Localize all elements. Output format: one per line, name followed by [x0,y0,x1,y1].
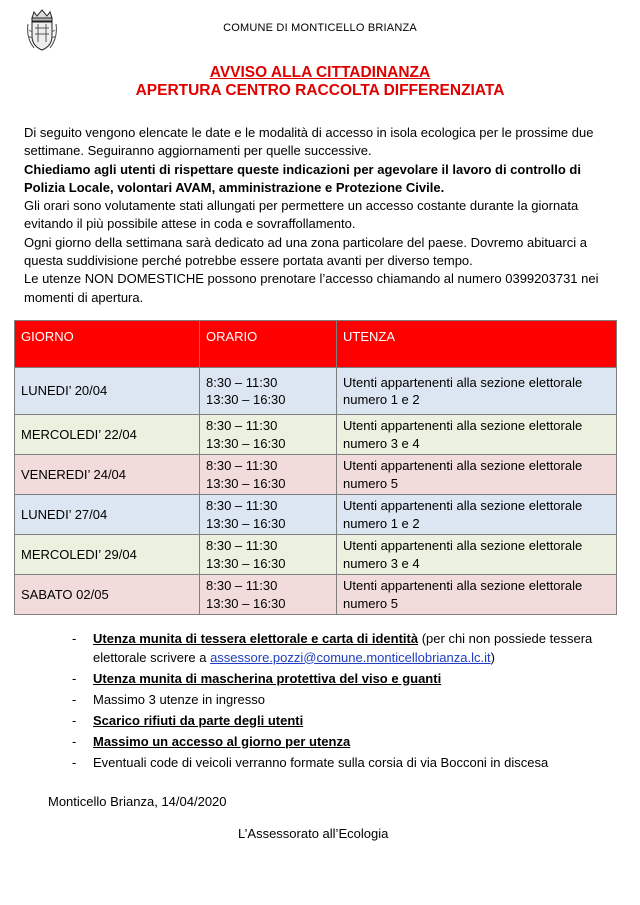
table-row [15,535,617,575]
user-section: numero 5 [343,595,398,611]
list-dash: - [72,691,77,707]
user-section: numero 1 e 2 [343,515,420,531]
column-header-user: UTENZA [337,321,617,368]
time-cell [200,368,337,415]
user-section: numero 3 e 4 [343,555,420,571]
rule-item [66,670,596,689]
column-header-time: ORARIO [200,321,337,368]
intro-paragraph: Di seguito vengono elencate le date e le modalità di accesso in isola ecologica per le prossime due settimane. Seguiranno aggiornamenti per quelle successive. [24,125,594,159]
afternoon-hours: 13:30 – 16:30 [206,555,286,571]
municipality-name: COMUNE DI MONTICELLO BRIANZA [223,22,417,34]
user-group: Utenti appartenenti alla sezione elettorale [343,458,583,473]
day-cell: LUNEDI’ 27/04 [15,495,200,535]
afternoon-hours: 13:30 – 16:30 [206,392,286,407]
rule-note-close: ) [490,649,495,665]
user-cell [337,535,617,575]
notice-title-line2: APERTURA CENTRO RACCOLTA DIFFERENZIATA [135,82,505,99]
rule-item [66,754,596,773]
user-cell [337,575,617,615]
table-row [15,415,617,455]
column-header-day: GIORNO [15,321,200,368]
user-group: Utenti appartenenti alla sezione elettorale [343,374,583,390]
user-section: numero 1 e 2 [343,392,420,407]
rule-vehicle-queue: Eventuali code di veicoli verranno formate sulla corsia di via Bocconi in discesa [93,754,549,770]
signature: L’Assessorato all’Ecologia [238,826,389,841]
user-group: Utenti appartenenti alla sezione elettorale [343,578,583,593]
list-dash: - [72,712,77,728]
day-cell: MERCOLEDI’ 29/04 [15,535,200,575]
morning-hours: 8:30 – 11:30 [206,458,278,473]
time-cell [200,455,337,495]
rule-mask-gloves: Utenza munita di mascherina protettiva del viso e guanti [93,670,442,686]
user-cell [337,368,617,415]
intro-paragraph: Le utenze NON DOMESTICHE possono prenotare l’accesso chiamando al numero 0399203731 nei momenti di apertura. [24,271,599,305]
rule-one-access: Massimo un accesso al giorno per utenza [93,733,351,749]
time-cell [200,535,337,575]
user-cell [337,415,617,455]
day-cell: LUNEDI’ 20/04 [15,368,200,415]
day-cell: VENEREDI’ 24/04 [15,455,200,495]
morning-hours: 8:30 – 11:30 [206,418,278,433]
rule-max-users: Massimo 3 utenze in ingresso [93,691,265,707]
user-cell [337,455,617,495]
rule-self-unload: Scarico rifiuti da parte degli utenti [93,712,304,728]
user-group: Utenti appartenenti alla sezione elettorale [343,538,583,553]
time-cell [200,495,337,535]
afternoon-hours: 13:30 – 16:30 [206,515,286,531]
access-rules-list [66,630,596,775]
user-group: Utenti appartenenti alla sezione elettorale [343,418,583,433]
morning-hours: 8:30 – 11:30 [206,374,278,390]
email-link[interactable]: assessore.pozzi@comune.monticellobrianza.lc.it [210,649,491,665]
time-cell [200,415,337,455]
table-header-row [15,321,617,368]
intro-paragraph: Ogni giorno della settimana sarà dedicato ad una zona particolare del paese. Dovremo abituarci a questa suddivisione perché potrebbe essere portata avanti per diverso tempo. [24,234,587,269]
day-cell: MERCOLEDI’ 22/04 [15,415,200,455]
notice-title-line1: AVVISO ALLA CITTADINANZA [209,64,431,81]
afternoon-hours: 13:30 – 16:30 [206,475,286,491]
rule-item [66,630,596,667]
intro-paragraph-bold: Chiediamo agli utenti di rispettare queste indicazioni per agevolare il lavoro di controllo di Polizia Locale, volontari AVAM, amministrazione e Protezione Civile. [24,161,581,195]
morning-hours: 8:30 – 11:30 [206,578,278,593]
schedule-table [14,320,617,615]
user-cell [337,495,617,535]
time-cell [200,575,337,615]
list-dash: - [72,670,77,686]
table-row [15,368,617,415]
user-section: numero 5 [343,475,398,491]
user-section: numero 3 e 4 [343,435,420,451]
day-cell: SABATO 02/05 [15,575,200,615]
rule-item [66,691,596,710]
morning-hours: 8:30 – 11:30 [206,498,278,513]
user-group: Utenti appartenenti alla sezione elettorale [343,498,583,513]
list-dash: - [72,631,77,646]
intro-text [24,124,618,307]
table-row [15,495,617,535]
rule-note: (per chi non possiede tessera elettorale scrivere a [93,631,593,665]
list-dash: - [72,754,77,770]
list-dash: - [72,733,77,749]
afternoon-hours: 13:30 – 16:30 [206,595,286,611]
afternoon-hours: 13:30 – 16:30 [206,435,286,451]
notice-title [0,64,640,100]
rule-item [66,712,596,731]
place-and-date: Monticello Brianza, 14/04/2020 [48,794,227,809]
rule-id-card: Utenza munita di tessera elettorale e carta di identità [93,631,419,646]
morning-hours: 8:30 – 11:30 [206,538,278,553]
table-row [15,455,617,495]
table-row [15,575,617,615]
intro-paragraph: Gli orari sono volutamente stati allungati per permettere un accesso costante durante la giornata evitando il più possibile attese in coda e sovraffollamento. [24,198,579,232]
rule-item [66,733,596,752]
